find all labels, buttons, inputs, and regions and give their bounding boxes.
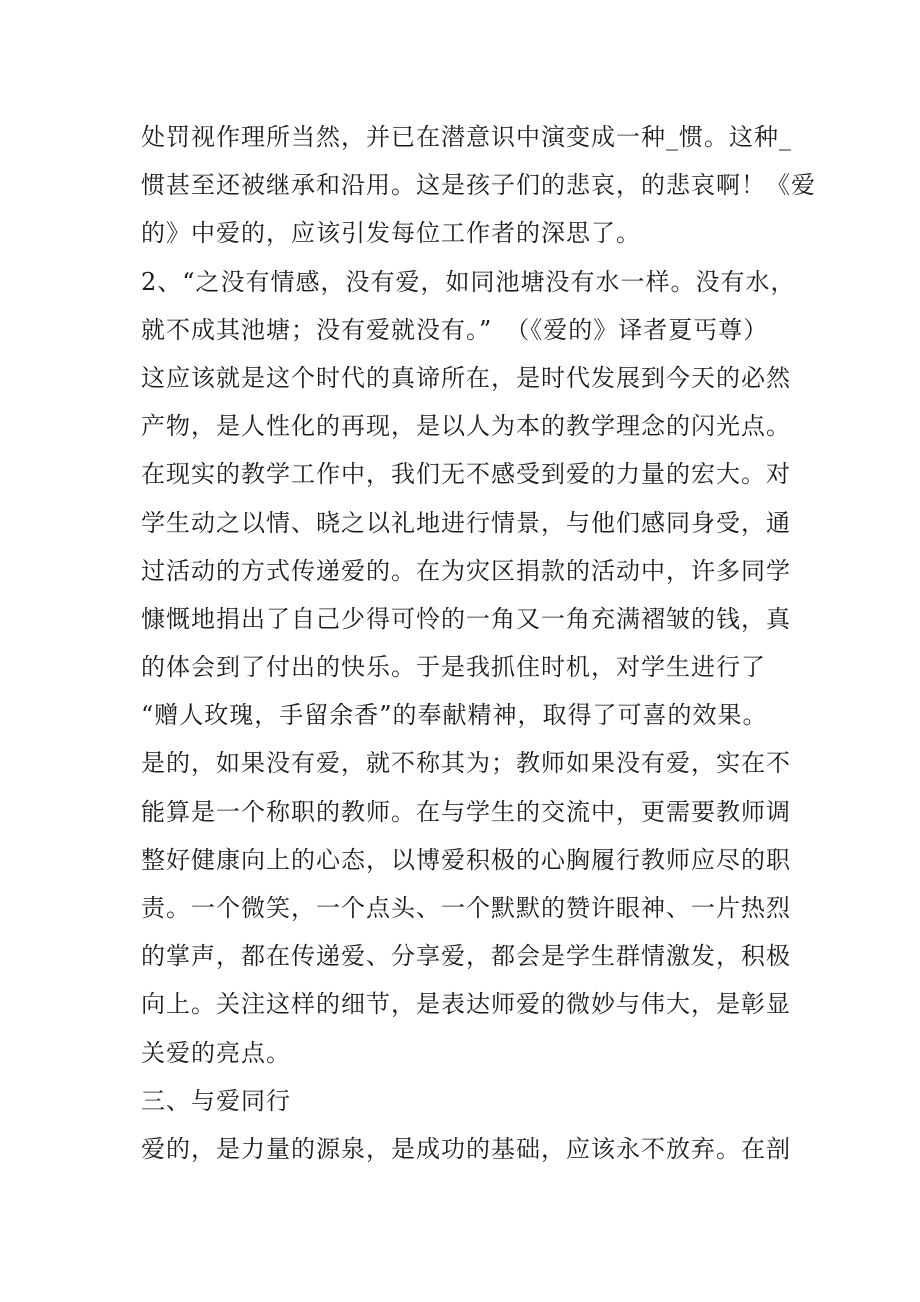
- text-line: 过活动的方式传递爱的。在为灾区捐款的活动中，许多同学: [141, 556, 791, 585]
- text-line: 在现实的教学工作中，我们无不感受到爱的力量的宏大。对: [141, 460, 791, 489]
- text-line: 惯甚至还被继承和沿用。这是孩子们的悲哀，的悲哀啊！《爱: [141, 171, 816, 200]
- text-line: 学生动之以情、晓之以礼地进行情景，与他们感同身受，通: [141, 508, 791, 537]
- text-line: 的体会到了付出的快乐。于是我抓住时机，对学生进行了: [141, 653, 766, 682]
- text-line: 爱的，是力量的源泉，是成功的基础，应该永不放弃。在剖: [141, 1134, 791, 1163]
- text-line: 向上。关注这样的细节，是表达师爱的微妙与伟大，是彰显: [141, 990, 791, 1019]
- text-line: 责。一个微笑，一个点头、一个默默的赞许眼神、一片热烈: [141, 894, 791, 922]
- text-line: 2、“之没有情感，没有爱，如同池塘没有水一样。没有水，: [141, 267, 796, 296]
- section-heading: 三、与爱同行: [141, 1086, 291, 1115]
- text-line: 的掌声，都在传递爱、分享爱，都会是学生群情激发，积极: [141, 942, 791, 971]
- text-line: 的》中爱的，应该引发每位工作者的深思了。: [141, 219, 641, 248]
- text-line: 处罚视作理所当然，并已在潜意识中演变成一种_惯。这种_: [141, 123, 792, 151]
- text-line: 这应该就是这个时代的真谛所在，是时代发展到今天的必然: [141, 363, 791, 392]
- text-line: 产物，是人性化的再现，是以人为本的教学理念的闪光点。: [141, 412, 791, 441]
- text-line: 关爱的亮点。: [141, 1038, 291, 1067]
- text-line: 就不成其池塘；没有爱就没有。” （《爱的》译者夏丐尊）: [141, 315, 769, 344]
- text-line: 能算是一个称职的教师。在与学生的交流中，更需要教师调: [141, 797, 791, 826]
- text-line: 慷慨地捐出了自己少得可怜的一角又一角充满褶皱的钱，真: [141, 604, 791, 633]
- text-line: 是的，如果没有爱，就不称其为；教师如果没有爱，实在不: [141, 749, 791, 778]
- text-line: “赠人玫瑰，手留余香”的奉献精神，取得了可喜的效果。: [141, 701, 768, 730]
- text-line: 整好健康向上的心态，以博爱积极的心胸履行教师应尽的职: [141, 845, 791, 874]
- document-body: [141, 113, 816, 1173]
